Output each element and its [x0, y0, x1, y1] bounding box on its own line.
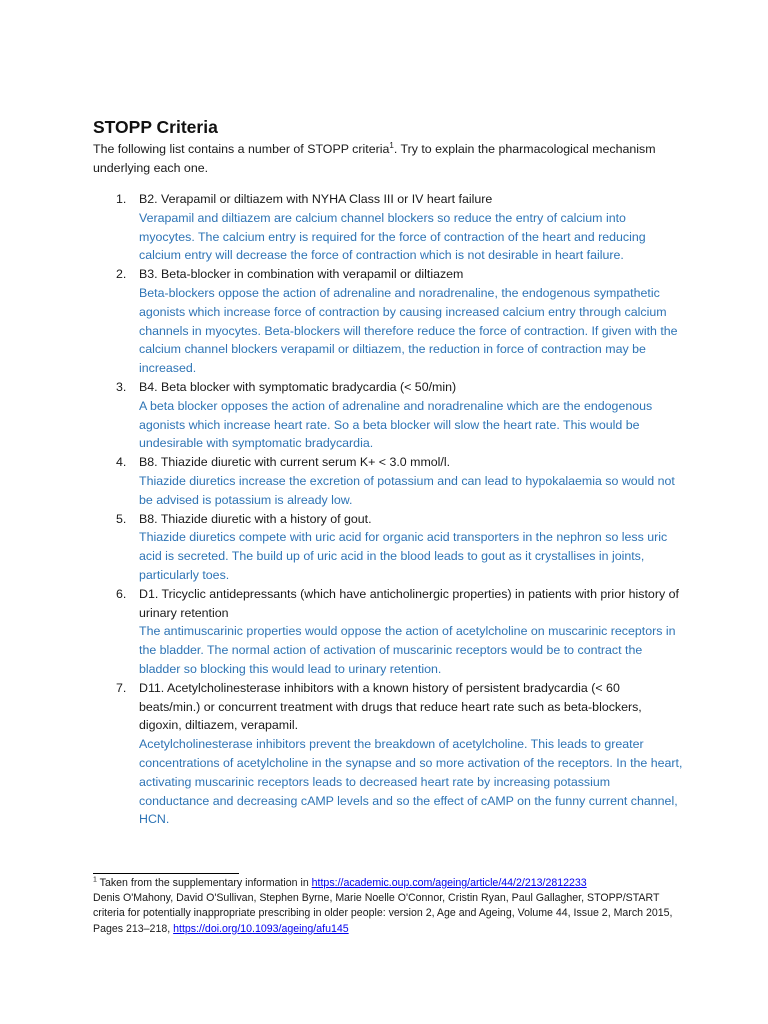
page-title: STOPP Criteria: [93, 117, 218, 137]
list-item: [93, 265, 683, 378]
item-number: 1.: [116, 192, 127, 206]
footnote-reference[interactable]: 1: [389, 140, 394, 150]
footnote-separator: [93, 873, 239, 874]
list-item: [93, 585, 683, 679]
intro-text: The following list contains a number of STOPP criteria: [93, 142, 390, 156]
criterion-explanation: Beta-blockers oppose the action of adrenaline and noradrenaline, the endogenous sympathetic agonists which increase force of contraction by causing increased calcium entry through calcium channels in myocytes. Beta-blockers will therefore reduce the force of contraction. If given with the calcium channel blockers verapamil or diltiazem, the reduction in force of contraction may be increased.: [139, 285, 678, 376]
criterion-title: D1. Tricyclic antidepressants (which have anticholinergic properties) in patients with prior history of urinary retention: [139, 586, 679, 620]
list-item: [93, 378, 683, 453]
item-number: 3.: [116, 379, 127, 394]
list-item: [93, 510, 683, 585]
item-number: 7.: [116, 680, 127, 695]
list-item: [93, 453, 683, 509]
criterion-title: D11. Acetylcholinesterase inhibitors with a known history of persistent bradycardia (< 60 beats/min.) or concurrent treatment with drugs that reduce heart rate such as beta-blockers, digoxin, diltiazem, verapamil.: [139, 680, 642, 733]
supplementary-link[interactable]: https://academic.oup.com/ageing/article/44/2/213/2812233: [311, 877, 587, 889]
document-body: [93, 116, 683, 829]
intro-text-end: . Try to explain the pharmacological mechanism underlying each one.: [93, 142, 656, 175]
criterion-title: B8. Thiazide diuretic with a history of gout.: [139, 511, 372, 526]
criterion-explanation: Thiazide diuretics compete with uric acid for organic acid transporters in the nephron so less uric acid is secreted. The build up of uric acid in the blood leads to gout as it crystallises in joints, particularly toes.: [139, 530, 668, 582]
criterion-explanation: A beta blocker opposes the action of adrenaline and noradrenaline which are the endogenous agonists which increase heart rate. So a beta blocker will slow the heart rate. This would be undesirable with symptomatic bradycardia.: [139, 398, 653, 451]
criterion-title: B8. Thiazide diuretic with current serum K+ < 3.0 mmol/l.: [139, 455, 451, 470]
footnote-marker: 1: [93, 876, 97, 884]
item-number: 4.: [116, 455, 127, 470]
item-number: 5.: [116, 511, 127, 526]
list-item: [93, 679, 683, 829]
criterion-title: B3. Beta-blocker in combination with verapamil or diltiazem: [139, 267, 464, 282]
criterion-explanation: Verapamil and diltiazem are calcium channel blockers so reduce the entry of calcium into myocytes. The calcium entry is required for the force of contraction of the heart and reducing calcium entry will decrease the force of contraction which is not desirable in heart failure.: [139, 210, 646, 263]
criterion-explanation: Acetylcholinesterase inhibitors prevent the breakdown of acetylcholine. This leads to greater concentrations of acetylcholine in the synapse and so more activation of the receptors. In the heart, activating muscarinic receptors leads to decreased heart rate by increasing potassium conductance and decreasing cAMP levels and so the effect of cAMP on the funny current channel, HCN.: [139, 737, 683, 827]
item-number: 6.: [116, 586, 127, 601]
criterion-title: B4. Beta blocker with symptomatic bradycardia (< 50/min): [139, 379, 457, 394]
footnote: [93, 876, 693, 937]
doi-link[interactable]: https://doi.org/10.1093/ageing/afu145: [173, 922, 349, 935]
criteria-list: [93, 190, 683, 829]
list-item: [93, 190, 683, 265]
criterion-explanation: Thiazide diuretics increase the excretion of potassium and can lead to hypokalaemia so would not be advised is potassium is already low.: [139, 473, 675, 507]
criterion-explanation: The antimuscarinic properties would oppose the action of acetylcholine on muscarinic receptors in the bladder. The normal action of activation of muscarinic receptors would be to contract the bladder so blocking this would lead to urinary retention.: [139, 624, 676, 676]
citation-text: Denis O'Mahony, David O'Sullivan, Stephen Byrne, Marie Noelle O'Connor, Cristin Ryan, Paul Gallagher, STOPP/START criteria for potentially inappropriate prescribing in older people: version 2, Age and Ageing, Volume 44, Issue 2, March 2015, Pages 213–218,: [93, 892, 673, 935]
criterion-title: B2. Verapamil or diltiazem with NYHA Class III or IV heart failure: [139, 192, 493, 206]
intro-paragraph: [93, 140, 683, 178]
item-number: 2.: [116, 267, 127, 282]
footnote-text: Taken from the supplementary information in: [99, 877, 312, 889]
